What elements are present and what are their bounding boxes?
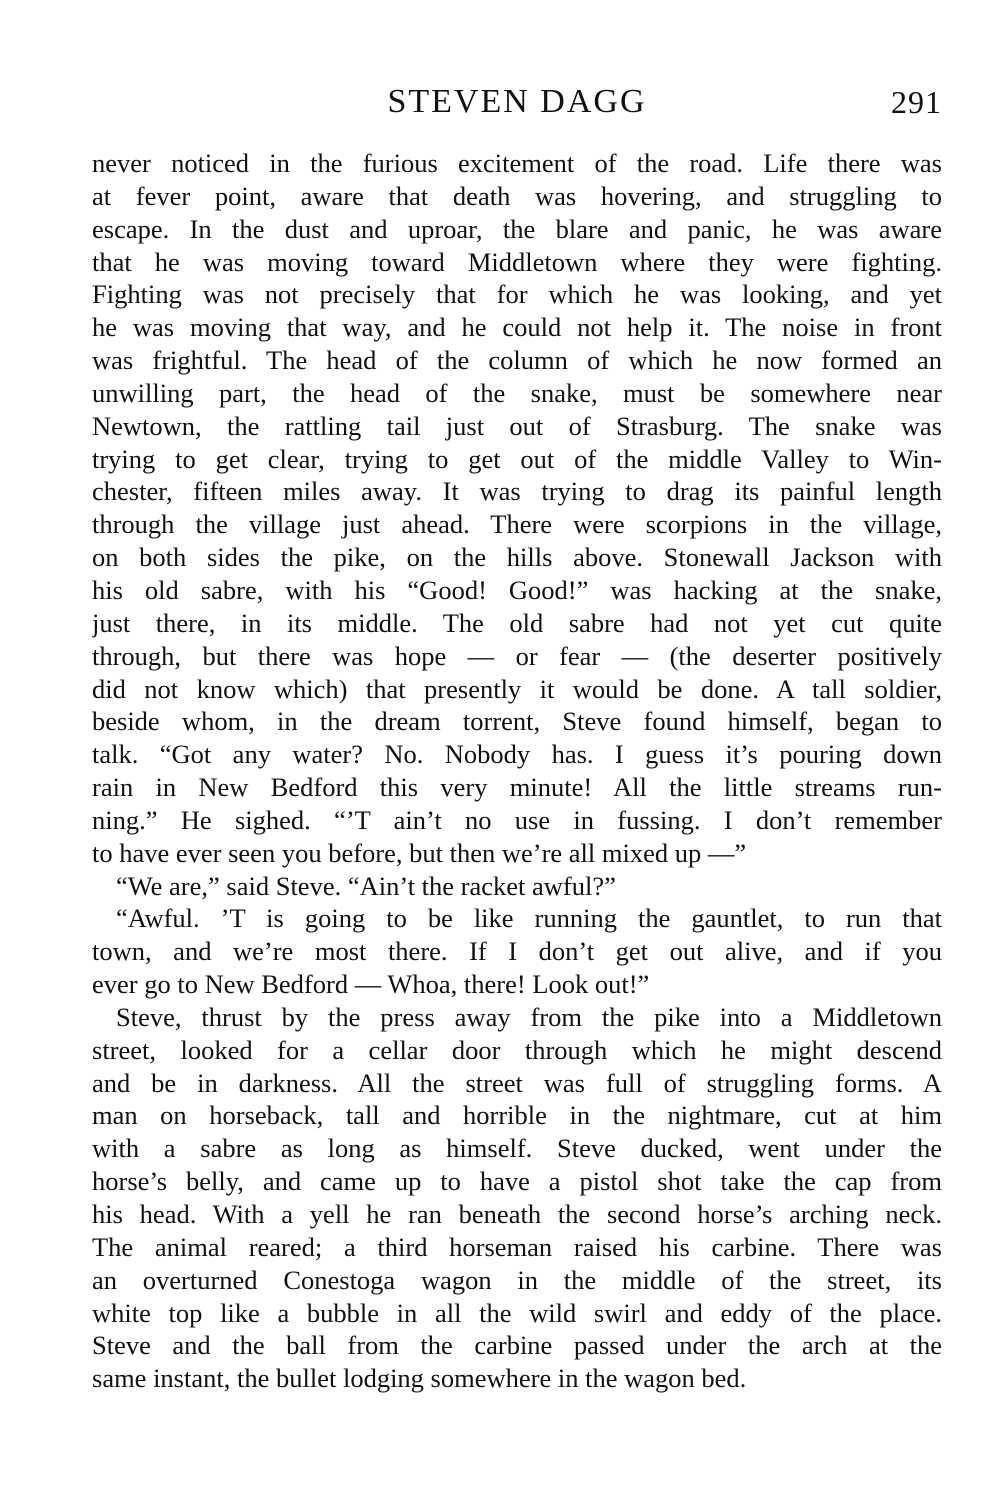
text-line: just there, in its middle. The old sabre had not yet cut quite: [92, 607, 942, 638]
text-line: his old sabre, with his “Good! Good!” was hacking at the snake,: [92, 574, 942, 605]
text-line: that he was moving toward Middletown where they were fighting.: [92, 246, 942, 277]
text-line: white top like a bubble in all the wild swirl and eddy of the place.: [92, 1297, 942, 1328]
text-line: Steve, thrust by the press away from the pike into a Middletown: [116, 1001, 942, 1032]
text-line: unwilling part, the head of the snake, must be somewhere near: [92, 377, 942, 408]
text-line: ning.” He sighed. “’T ain’t no use in fussing. I don’t remember: [92, 804, 942, 835]
text-line: Steve and the ball from the carbine passed under the arch at the: [92, 1330, 942, 1361]
text-line: “Awful. ’T is going to be like running the gauntlet, to run that: [116, 903, 942, 934]
text-line: to have ever seen you before, but then we’re all mixed up —”: [92, 837, 747, 868]
page-number: 291: [891, 84, 942, 120]
text-line: “We are,” said Steve. “Ain’t the racket awful?”: [116, 870, 616, 901]
text-line: town, and we’re most there. If I don’t get out alive, and if you: [92, 936, 942, 967]
text-line: same instant, the bullet lodging somewhere in the wagon bed.: [92, 1363, 747, 1394]
text-line: trying to get clear, trying to get out of the middle Valley to Win-: [92, 443, 942, 474]
body-text: [92, 147, 942, 1395]
text-line: with a sabre as long as himself. Steve ducked, went under the: [92, 1133, 942, 1164]
text-line: his head. With a yell he ran beneath the second horse’s arching neck.: [92, 1199, 942, 1229]
page-header: [92, 82, 942, 122]
text-line: Fighting was not precisely that for which he was looking, and yet: [92, 279, 942, 310]
text-line: never noticed in the furious excitement of the road. Life there was: [92, 148, 942, 178]
running-title: STEVEN DAGG: [387, 83, 647, 120]
text-line: was frightful. The head of the column of which he now formed an: [92, 345, 942, 376]
text-line: and be in darkness. All the street was full of struggling forms. A: [92, 1067, 942, 1098]
text-line: chester, fifteen miles away. It was trying to drag its painful length: [92, 476, 942, 507]
text-line: ever go to New Bedford — Whoa, there! Look out!”: [92, 969, 650, 1000]
text-line: rain in New Bedford this very minute! All the little streams run-: [92, 772, 942, 803]
text-line: Newtown, the rattling tail just out of Strasburg. The snake was: [92, 410, 942, 441]
text-line: escape. In the dust and uproar, the blare and panic, he was aware: [92, 213, 942, 244]
text-line: street, looked for a cellar door through which he might descend: [92, 1034, 942, 1065]
text-line: at fever point, aware that death was hovering, and struggling to: [92, 180, 942, 211]
text-line: through, but there was hope — or fear — (the deserter positively: [92, 640, 942, 671]
text-line: The animal reared; a third horseman raised his carbine. There was: [92, 1231, 942, 1262]
text-line: talk. “Got any water? No. Nobody has. I guess it’s pouring down: [92, 739, 942, 770]
text-line: man on horseback, tall and horrible in the nightmare, cut at him: [92, 1100, 942, 1131]
text-line: beside whom, in the dream torrent, Steve found himself, began to: [92, 706, 942, 737]
text-line: through the village just ahead. There were scorpions in the village,: [92, 509, 942, 540]
text-line: an overturned Conestoga wagon in the middle of the street, its: [92, 1264, 942, 1295]
text-line: on both sides the pike, on the hills above. Stonewall Jackson with: [92, 542, 942, 573]
text-line: did not know which) that presently it would be done. A tall soldier,: [92, 673, 942, 704]
text-line: horse’s belly, and came up to have a pistol shot take the cap from: [92, 1166, 942, 1197]
text-line: he was moving that way, and he could not help it. The noise in front: [92, 312, 942, 343]
